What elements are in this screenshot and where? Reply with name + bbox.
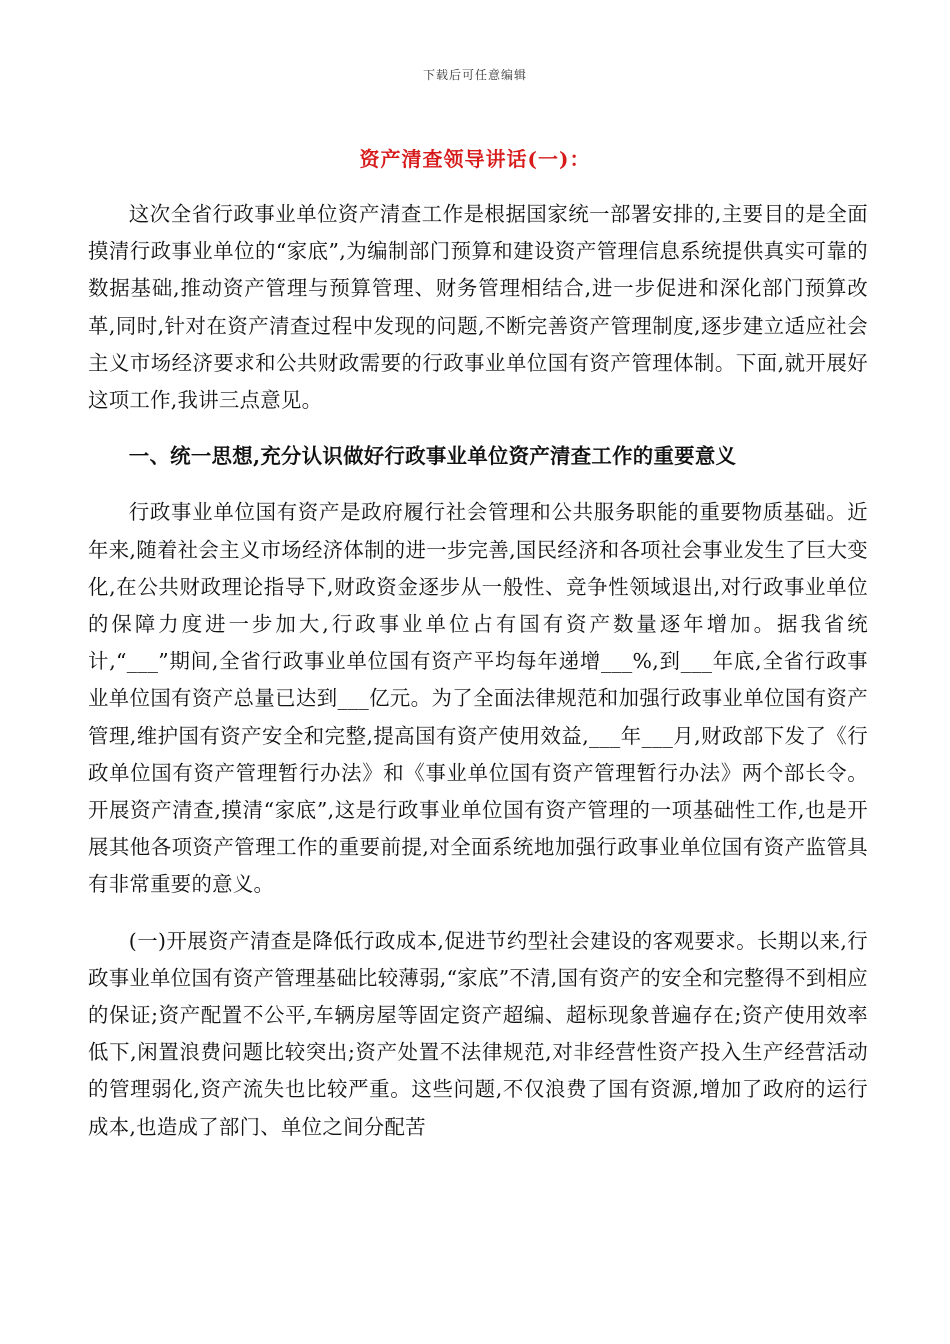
section-heading-1: 一、统一思想,充分认识做好行政事业单位资产清查工作的重要意义 (128, 444, 737, 469)
header-note: 下载后可任意编辑 (422, 68, 527, 82)
intro-paragraph: 这次全省行政事业单位资产清查工作是根据国家统一部署安排的,主要目的是全面摸清行政事业单位的“家底”,为编制部门预算和建设资产管理信息系统提供真实可靠的数据基础,推动资产管理与预算管理、财务管理相结合,进一步促进和深化部门预算改革,同时,针对在资产清查过程中发现的问题,不断完善资产管理制度,逐步建立适应社会主义市场经济要求和公共财政需要的行政事业单位国有资产管理体制。下面,就开展好这项工作,我讲三点意见。 (88, 202, 868, 413)
point-1-paragraph: (一)开展资产清查是降低行政成本,促进节约型社会建设的客观要求。长期以来,行政事业单位国有资产管理基础比较薄弱,“家底”不清,国有资产的安全和完整得不到相应的保证;资产配置不公平,车辆房屋等固定资产超编、超标现象普遍存在;资产使用效率低下,闲置浪费问题比较突出;资产处置不法律规范,对非经营性资产投入生产经营活动的管理弱化,资产流失也比较严重。这些问题,不仅浪费了国有资源,增加了政府的运行成本,也造成了部门、单位之间分配苦 (88, 928, 868, 1139)
document-body (88, 196, 868, 1146)
section-1-paragraph: 行政事业单位国有资产是政府履行社会管理和公共服务职能的重要物质基础。近年来,随着社会主义市场经济体制的进一步完善,国民经济和各项社会事业发生了巨大变化,在公共财政理论指导下,财政资金逐步从一般性、竞争性领域退出,对行政事业单位的保障力度进一步加大,行政事业单位占有国有资产数量逐年增加。据我省统计,“___”期间,全省行政事业单位国有资产平均每年递增___%,到___年底,全省行政事业单位国有资产总量已达到___亿元。为了全面法律规范和加强行政事业单位国有资产管理,维护国有资产安全和完整,提高国有资产使用效益,___年___月,财政部下发了《行政单位国有资产管理暂行办法》和《事业单位国有资产管理暂行办法》两个部长令。开展资产清查,摸清“家底”,这是行政事业单位国有资产管理的一项基础性工作,也是开展其他各项资产管理工作的重要前提,对全面系统地加强行政事业单位国有资产监管具有非常重要的意义。 (88, 500, 868, 897)
document-title: 资产清查领导讲话(一)： (359, 147, 591, 171)
